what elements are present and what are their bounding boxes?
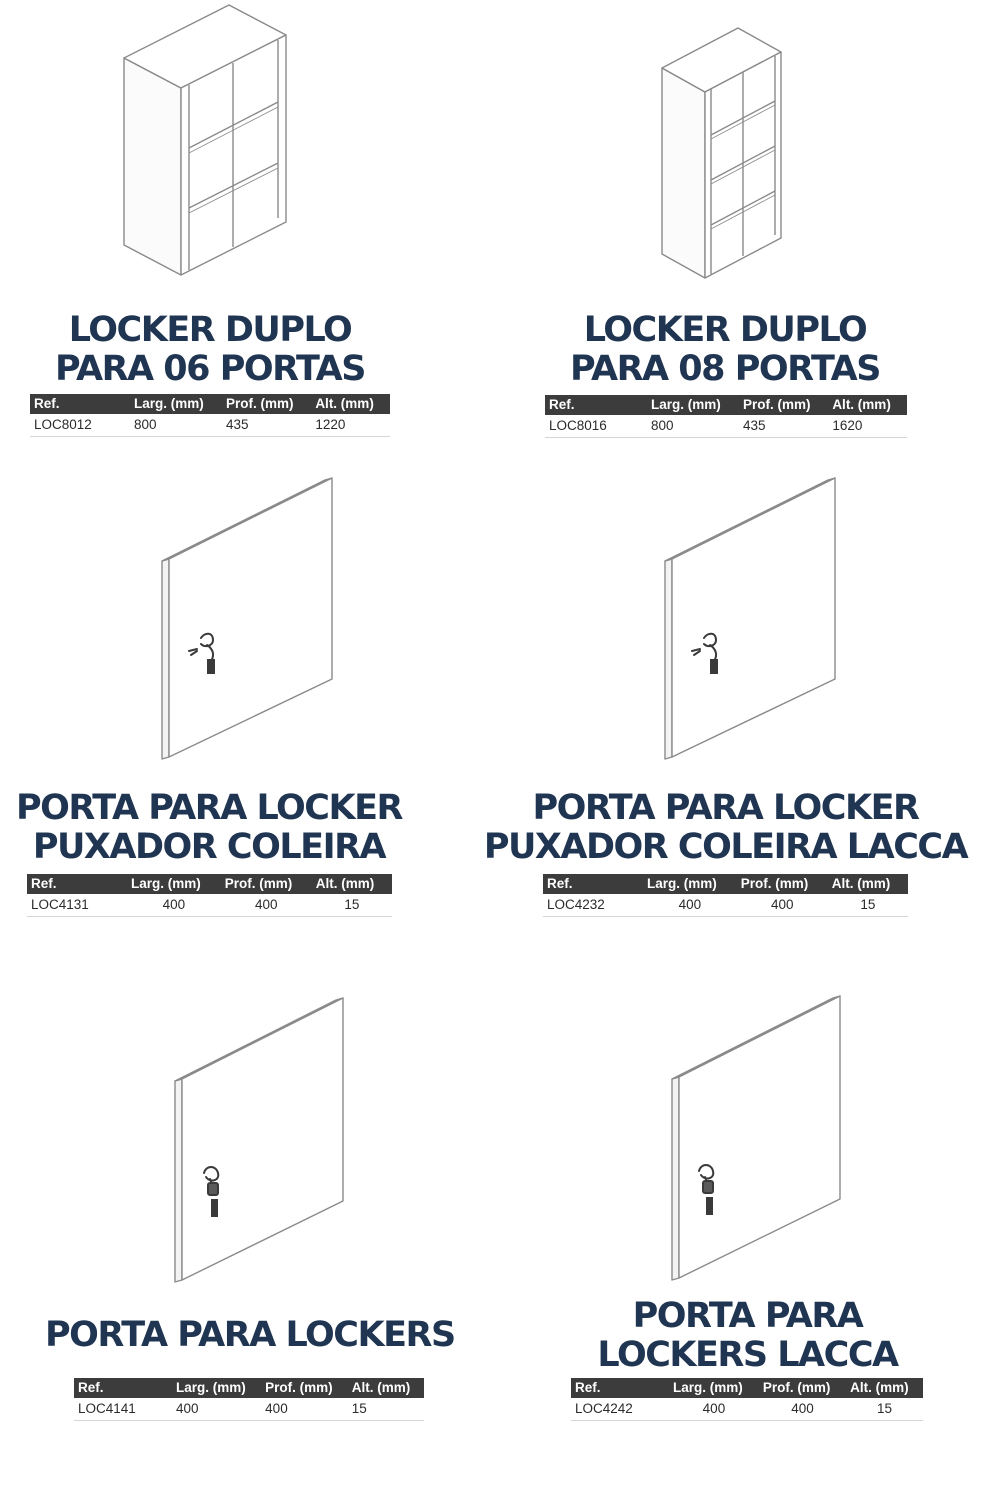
door-lock-icon [665,993,850,1288]
spec-table [74,1378,424,1421]
table-header [545,395,907,415]
product-title: PORTA PARA LOCKERS [45,1315,455,1355]
door-lock-icon [168,995,353,1290]
column-header: Ref. [74,1378,172,1398]
column-header: Alt. (mm) [348,1378,424,1398]
ref-cell: LOC4242 [571,1398,669,1421]
width-cell: 800 [130,414,222,437]
product-title: PORTA PARA LOCKERS LACCA [597,1296,898,1375]
column-header: Ref. [545,395,647,415]
spec-table [545,395,907,438]
table-row [545,415,907,438]
table-header [74,1378,424,1398]
table-row [543,894,908,917]
ref-cell: LOC8016 [545,415,647,438]
column-header: Larg. (mm) [127,874,221,894]
depth-cell: 400 [759,1398,846,1421]
width-cell: 800 [647,415,739,438]
spec-table [543,874,908,917]
spec-table [27,874,392,917]
table-row [27,894,392,917]
spec-table [571,1378,923,1421]
width-cell: 400 [643,894,737,917]
column-header: Larg. (mm) [172,1378,261,1398]
height-cell: 15 [828,894,908,917]
column-header: Prof. (mm) [261,1378,348,1398]
column-header: Ref. [27,874,127,894]
column-header: Alt. (mm) [828,395,907,415]
column-header: Prof. (mm) [737,874,828,894]
depth-cell: 400 [261,1398,348,1421]
depth-cell: 435 [222,414,311,437]
width-cell: 400 [127,894,221,917]
table-row [571,1398,923,1421]
width-cell: 400 [669,1398,759,1421]
column-header: Prof. (mm) [739,395,828,415]
column-header: Alt. (mm) [312,874,392,894]
product-title: LOCKER DUPLO PARA 06 PORTAS [55,310,365,389]
table-header [30,394,390,414]
ref-cell: LOC4141 [74,1398,172,1421]
column-header: Ref. [30,394,130,414]
locker-6-doors-icon [110,0,300,285]
column-header: Larg. (mm) [643,874,737,894]
table-row [30,414,390,437]
table-row [74,1398,424,1421]
spec-table [30,394,390,437]
table-header [543,874,908,894]
depth-cell: 435 [739,415,828,438]
height-cell: 15 [312,894,392,917]
product-title: LOCKER DUPLO PARA 08 PORTAS [570,310,880,389]
column-header: Alt. (mm) [828,874,908,894]
column-header: Prof. (mm) [221,874,312,894]
column-header: Larg. (mm) [130,394,222,414]
product-title: PORTA PARA LOCKER PUXADOR COLEIRA [16,788,402,867]
column-header: Larg. (mm) [669,1378,759,1398]
ref-cell: LOC4232 [543,894,643,917]
ref-cell: LOC8012 [30,414,130,437]
column-header: Ref. [543,874,643,894]
door-collar-handle-icon [658,475,843,765]
table-header [571,1378,923,1398]
height-cell: 15 [348,1398,424,1421]
depth-cell: 400 [221,894,312,917]
table-header [27,874,392,894]
locker-8-doors-icon [650,20,795,285]
width-cell: 400 [172,1398,261,1421]
height-cell: 15 [846,1398,923,1421]
column-header: Ref. [571,1378,669,1398]
column-header: Alt. (mm) [311,394,390,414]
ref-cell: LOC4131 [27,894,127,917]
product-title: PORTA PARA LOCKER PUXADOR COLEIRA LACCA [483,788,968,867]
column-header: Prof. (mm) [222,394,311,414]
door-collar-handle-icon [155,475,340,765]
column-header: Alt. (mm) [846,1378,923,1398]
column-header: Prof. (mm) [759,1378,846,1398]
depth-cell: 400 [737,894,828,917]
height-cell: 1220 [311,414,390,437]
height-cell: 1620 [828,415,907,438]
column-header: Larg. (mm) [647,395,739,415]
